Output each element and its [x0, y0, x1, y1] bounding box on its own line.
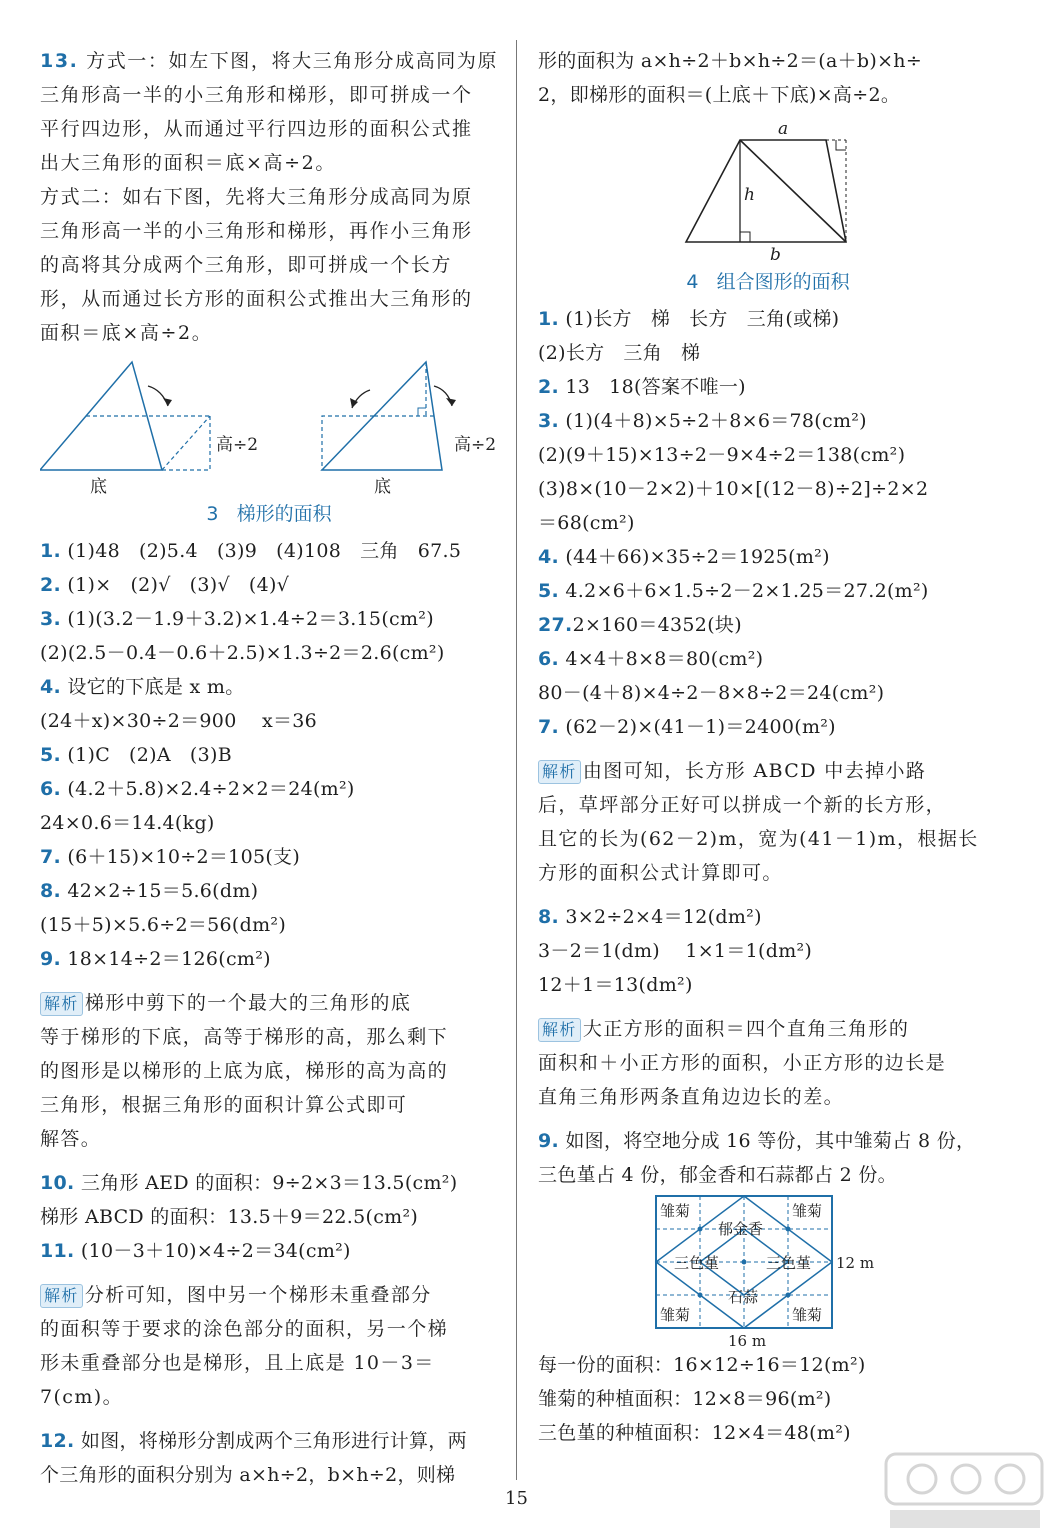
item-number: 7.	[40, 846, 62, 868]
page-number: 15	[505, 1488, 528, 1509]
note-line: 直角三角形两条直角边边长的差。	[538, 1086, 845, 1108]
answers-trapezoid	[40, 534, 498, 976]
text-line: 形，从而通过长方形的面积公式推出大三角形的	[40, 288, 473, 310]
text-line: 2，即梯形的面积＝(上底＋下底)×高÷2。	[538, 84, 901, 106]
left-column	[40, 44, 498, 1492]
note-line: 7(cm)。	[40, 1386, 123, 1408]
answer-line: 7. (6＋15)×10÷2＝105(支)	[40, 846, 301, 868]
answer-line: 4. 设它的下底是 x m。	[40, 676, 245, 698]
section-title-composite-area: 4 组合图形的面积	[686, 271, 850, 293]
answer-line: 4. (44＋66)×35÷2＝1925(m²)	[538, 546, 830, 568]
analysis-note-8	[538, 1012, 998, 1114]
triangle-rearrangement-figure	[40, 350, 498, 494]
answer-line: 24×0.6＝14.4(kg)	[40, 812, 215, 834]
note-line: 方形的面积公式计算即可。	[538, 862, 783, 884]
note-line: 解答。	[40, 1128, 102, 1150]
note-line: 形未重叠部分也是梯形，且上底是 10－3＝	[40, 1352, 435, 1374]
daisy-label: 雏菊	[660, 1202, 691, 1220]
answer-line: (2)长方 三角 梯	[538, 342, 701, 364]
height-label: 12 m	[836, 1254, 875, 1272]
daisy-label: 雏菊	[660, 1306, 691, 1324]
text-line: 形的面积为 a×h÷2＋b×h÷2＝(a＋b)×h÷	[538, 50, 923, 72]
answer-line: 11. (10－3＋10)×4÷2＝34(cm²)	[40, 1240, 351, 1262]
item-number: 1.	[40, 540, 62, 562]
tulip-label: 郁金香	[718, 1220, 764, 1238]
answer-line: (2)(9＋15)×13÷2－9×4÷2＝138(cm²)	[538, 444, 906, 466]
answer-line: 8. 42×2÷15＝5.6(dm)	[40, 880, 259, 902]
rotate-arrow-right	[434, 386, 452, 406]
half-height-label-2: 高÷2	[454, 435, 497, 455]
item-number: 11.	[40, 1240, 75, 1262]
answer-line: (24＋x)×30÷2＝900 x＝36	[40, 710, 318, 732]
answer-line: 6. 4×4＋8×8＝80(cm²)	[538, 648, 764, 670]
answer-line: 1. (1)长方 梯 长方 三角(或梯)	[538, 308, 840, 330]
text-line: 出大三角形的面积＝底×高÷2。	[40, 152, 336, 174]
answer-line: (15＋5)×5.6÷2＝56(dm²)	[40, 914, 287, 936]
label-b: b	[770, 245, 781, 262]
right-column	[538, 44, 998, 1450]
note-line: 的图形是以梯形的上底为底，梯形的高为高的	[40, 1060, 449, 1082]
note-line: 且它的长为(62－2)m，宽为(41－1)m，根据长	[538, 828, 979, 850]
analysis-tag: 解析	[40, 1284, 83, 1308]
analysis-note-11	[40, 1278, 498, 1414]
text-line: 三色堇占 4 份，郁金香和石蒜都占 2 份。	[538, 1164, 897, 1186]
item-number: 2.	[40, 574, 62, 596]
analysis-tag: 解析	[538, 760, 581, 784]
answer-line: 9. 18×14÷2＝126(cm²)	[40, 948, 271, 970]
item-number: 27.	[538, 614, 573, 636]
analysis-tag: 解析	[40, 992, 83, 1016]
item-number: 2.	[538, 376, 560, 398]
item-number: 7.	[538, 716, 560, 738]
daisy-label: 雏菊	[792, 1306, 823, 1324]
item-number: 12.	[40, 1430, 75, 1452]
answer-line: 3. (1)(3.2－1.9＋3.2)×1.4÷2＝3.15(cm²)	[40, 608, 434, 630]
text-line: 12. 如图，将梯形分割成两个三角形进行计算，两	[40, 1430, 467, 1452]
answers-8	[538, 900, 998, 1002]
pansy-label: 三色堇	[766, 1254, 812, 1272]
lycoris-label: 石蒜	[728, 1288, 759, 1306]
right-angle-mark	[836, 140, 846, 150]
answer-line: 10. 三角形 AED 的面积：9÷2×3＝13.5(cm²)	[40, 1172, 458, 1194]
problem-12	[40, 1424, 498, 1492]
note-line: 后，草坪部分正好可以拼成一个新的长方形，	[538, 794, 947, 816]
analysis-tag: 解析	[538, 1018, 581, 1042]
watermark-logo-icon	[880, 1450, 1050, 1534]
answer-line: 每一份的面积：16×12÷16＝12(m²)	[538, 1354, 866, 1376]
answer-line: 3. (1)(4＋8)×5÷2＋8×6＝78(cm²)	[538, 410, 867, 432]
answers-composite	[538, 302, 998, 744]
garden-plot-figure	[538, 1192, 998, 1348]
diagonal	[740, 140, 846, 242]
answer-line: 6. (4.2＋5.8)×2.4÷2×2＝24(m²)	[40, 778, 355, 800]
item-number: 6.	[40, 778, 62, 800]
answer-line: 5. 4.2×6＋6×1.5÷2－2×1.25＝27.2(m²)	[538, 580, 929, 602]
width-label: 16 m	[728, 1332, 767, 1348]
analysis-note-7	[538, 754, 998, 890]
text-line: 方式二：如右下图，先将大三角形分成高同为原	[40, 186, 473, 208]
answer-line: 三色堇的种植面积：12×4＝48(m²)	[538, 1422, 851, 1444]
note-line: 的面积等于要求的涂色部分的面积，另一个梯	[40, 1318, 449, 1340]
answer-line: 雏菊的种植面积：12×8＝96(m²)	[538, 1388, 832, 1410]
answers-10-11	[40, 1166, 498, 1268]
note-line: 分析可知，图中另一个梯形未重叠部分	[84, 1284, 432, 1306]
arrow-head-icon	[446, 398, 456, 406]
moved-piece-diagonal	[162, 416, 210, 470]
note-line: 由图可知，长方形 ABCD 中去掉小路	[582, 760, 927, 782]
answer-line: 1. (1)48 (2)5.4 (3)9 (4)108 三角 67.5	[40, 540, 462, 562]
item-number: 9.	[538, 1130, 560, 1152]
note-line: 面积和＋小正方形的面积，小正方形的边长是	[538, 1052, 947, 1074]
answer-line: 12＋1＝13(dm²)	[538, 974, 693, 996]
daisy-label: 雏菊	[792, 1202, 823, 1220]
item-number: 3.	[538, 410, 560, 432]
analysis-note-9	[40, 986, 498, 1156]
rotate-arrow	[148, 386, 168, 406]
answer-line: 80－(4＋8)×4÷2－8×8÷2＝24(cm²)	[538, 682, 885, 704]
label-a: a	[778, 119, 789, 139]
text-line: 9. 如图，将空地分成 16 等份，其中雏菊占 8 份，	[538, 1130, 976, 1152]
base-label: 底	[90, 477, 107, 494]
text-line: 13. 方式一：如左下图，将大三角形分成高同为原	[40, 50, 499, 72]
answer-line: (3)8×(10－2×2)＋10×[(12－8)÷2]÷2×2	[538, 478, 929, 500]
item-number: 9.	[40, 948, 62, 970]
item-number: 10.	[40, 1172, 75, 1194]
item-number: 13.	[40, 50, 79, 72]
answer-line: 梯形 ABCD 的面积：13.5＋9＝22.5(cm²)	[40, 1206, 419, 1228]
column-divider	[516, 40, 517, 1480]
text-line: 个三角形的面积分别为 a×h÷2，b×h÷2，则梯	[40, 1464, 456, 1486]
problem-9-answers	[538, 1348, 998, 1450]
half-height-label: 高÷2	[216, 435, 259, 455]
text-line: 的高将其分成两个三角形，即可拼成一个长方	[40, 254, 453, 276]
problem-9	[538, 1124, 998, 1192]
trapezoid	[686, 140, 846, 242]
note-line: 等于梯形的下底，高等于梯形的高，那么剩下	[40, 1026, 449, 1048]
answer-line: 2. 13 18(答案不唯一)	[538, 376, 746, 398]
item-number: 3.	[40, 608, 62, 630]
label-h: h	[744, 185, 755, 205]
answer-line: 3－2＝1(dm) 1×1＝1(dm²)	[538, 940, 813, 962]
problem-12-continued	[538, 44, 998, 112]
item-number: 1.	[538, 308, 560, 330]
answer-line: 7. (62－2)×(41－1)＝2400(m²)	[538, 716, 836, 738]
item-number: 8.	[538, 906, 560, 928]
note-line: 三角形，根据三角形的面积计算公式即可	[40, 1094, 408, 1116]
item-number: 5.	[40, 744, 62, 766]
item-number: 4.	[538, 546, 560, 568]
answer-line: ＝68(cm²)	[538, 512, 635, 534]
note-line: 大正方形的面积＝四个直角三角形的	[582, 1018, 910, 1040]
item-number: 6.	[538, 648, 560, 670]
item-number: 5.	[538, 580, 560, 602]
pansy-label: 三色堇	[674, 1254, 720, 1272]
base-label-2: 底	[374, 477, 391, 494]
text-line: 三角形高一半的小三角形和梯形，即可拼成一个	[40, 84, 473, 106]
note-line: 梯形中剪下的一个最大的三角形的底	[84, 992, 412, 1014]
right-angle-mark	[418, 408, 426, 416]
arrow-head-icon	[163, 398, 172, 406]
item-number: 8.	[40, 880, 62, 902]
answer-line: (2)(2.5－0.4－0.6＋2.5)×1.3÷2＝2.6(cm²)	[40, 642, 445, 664]
text-line: 三角形高一半的小三角形和梯形，再作小三角形	[40, 220, 473, 242]
trapezoid-split-figure	[538, 112, 998, 262]
answer-line: 27.2×160＝4352(块)	[538, 614, 742, 636]
text-line: 平行四边形，从而通过平行四边形的面积公式推	[40, 118, 473, 140]
right-angle-mark	[740, 232, 750, 242]
item-number: 4.	[40, 676, 62, 698]
answer-line: 5. (1)C (2)A (3)B	[40, 744, 232, 766]
answer-line: 2. (1)× (2)√ (3)√ (4)√	[40, 574, 290, 596]
section-title-trapezoid-area: 3 梯形的面积	[206, 503, 332, 525]
problem-13	[40, 44, 498, 350]
answer-line: 8. 3×2÷2×4＝12(dm²)	[538, 906, 762, 928]
text-line: 面积＝底×高÷2。	[40, 322, 213, 344]
